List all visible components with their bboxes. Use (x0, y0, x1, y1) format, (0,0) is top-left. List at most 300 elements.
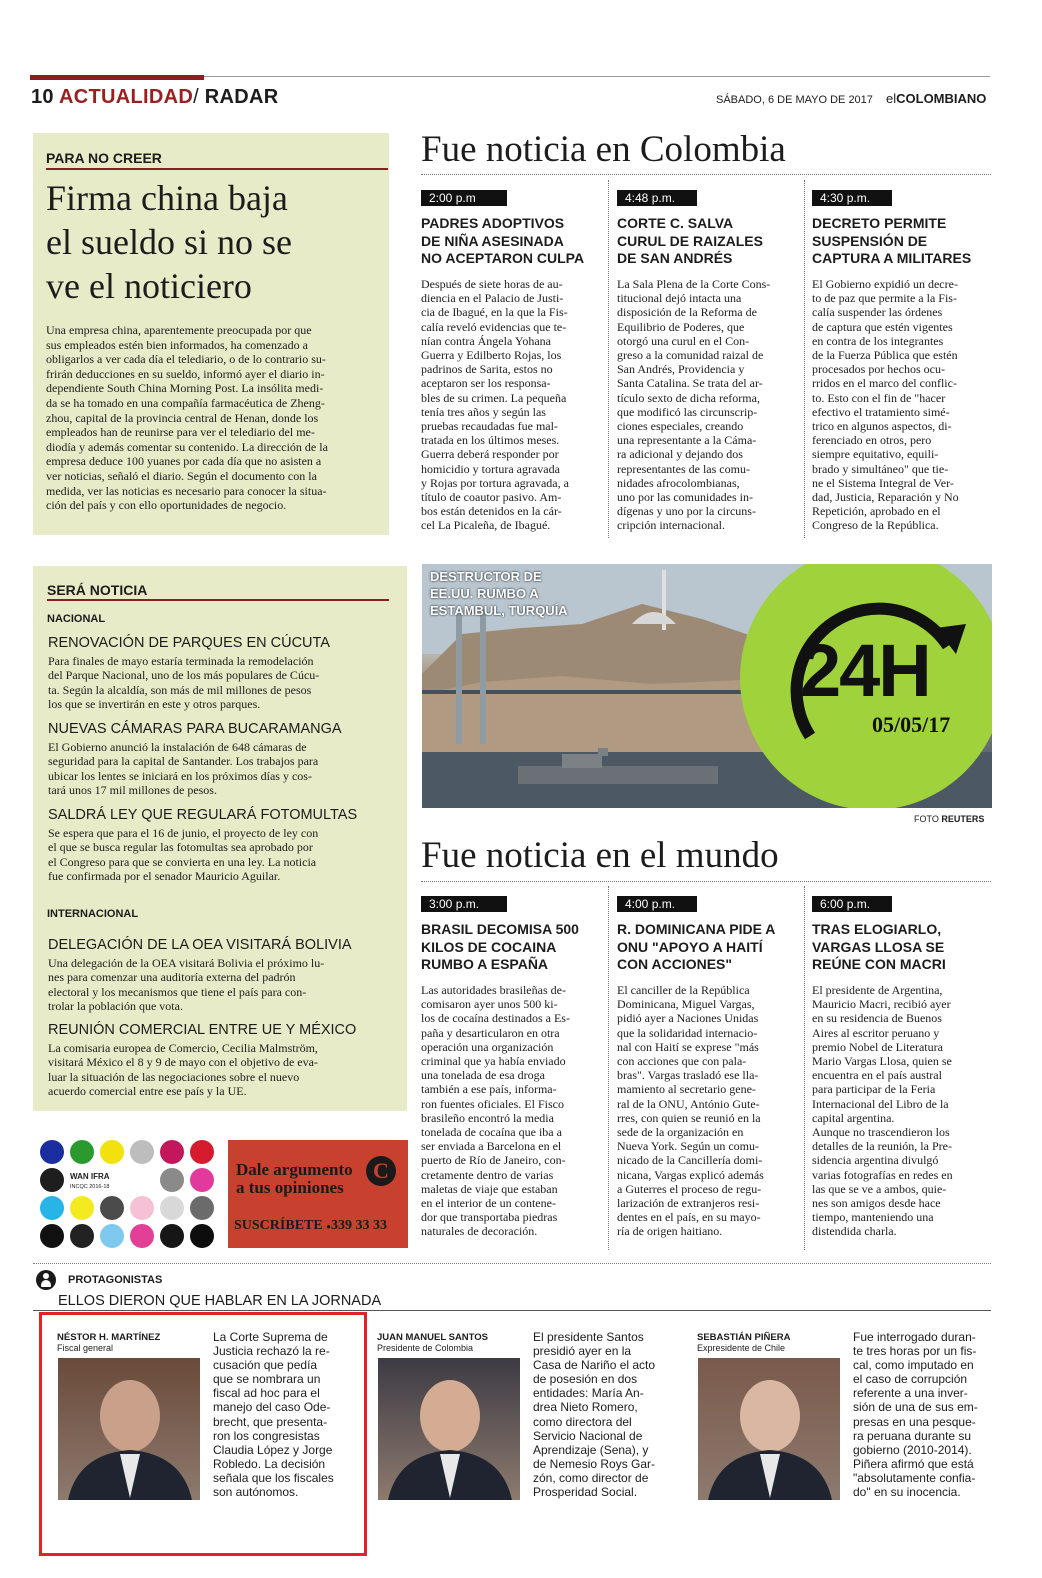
news-time-bar (812, 896, 892, 912)
body-line: cusación que pedía (213, 1358, 318, 1373)
body-line: electoral y los mecanismos que tiene el país para con- (48, 984, 307, 999)
body-line: diencia en el Palacio de Justi- (421, 291, 564, 306)
body-line: también a ese país, informa- (421, 1082, 557, 1097)
person-icon (36, 1270, 56, 1290)
body-line: procesados por hechos ocu- (812, 362, 945, 377)
mundo-title-rule (421, 881, 991, 883)
news-photo (422, 564, 992, 808)
body-line: calía suspender las órdenes (812, 305, 943, 320)
sera-noticia-item-body (48, 654, 319, 712)
internacional-label: INTERNACIONAL (47, 908, 139, 920)
header-accent-bar (30, 75, 204, 80)
news-body (421, 277, 603, 533)
body-line: Después de siete horas de au- (421, 277, 563, 291)
body-line: en contra de los integrantes (812, 333, 944, 348)
body-line: da se ha tomado en una compañía farmacéutica de Zheng- (46, 395, 325, 410)
credit-name: REUTERS (941, 814, 985, 824)
body-line: Aunque no trascendieron los (812, 1125, 950, 1140)
body-line: naturales de decoración. (421, 1224, 538, 1239)
headline-line: SUSPENSIÓN DE (812, 232, 928, 249)
headline-line: DE NIÑA ASESINADA (421, 232, 564, 249)
para-no-creer-title (46, 176, 386, 308)
body-line: otorgó una curul en el Con- (617, 333, 750, 348)
badge-text: 24H (800, 629, 930, 712)
body-line: dependiente South China Morning Post. La insólita medi- (46, 381, 324, 396)
colombia-title-rule (421, 174, 991, 176)
news-time-bar (421, 190, 507, 206)
body-line: para participar de la Feria (812, 1082, 936, 1097)
issue-date: SÁBADO, 6 DE MAYO DE 2017 (716, 94, 873, 106)
body-line: Equilibrio de Poderes, que (617, 319, 745, 334)
body-line: de la Fuerza Pública que estén (812, 348, 958, 363)
color-dot (130, 1196, 154, 1220)
news-time-bar (617, 190, 697, 206)
24h-badge (740, 564, 992, 808)
body-line: ubicar los lentes se iniciará en los próximos días y cos- (48, 768, 312, 783)
body-line: ser enviada a Barcelona en el (421, 1139, 562, 1154)
sera-noticia-item-title: RENOVACIÓN DE PARQUES EN CÚCUTA (48, 635, 330, 651)
body-line: tículo sexto de dicha reforma, (617, 390, 760, 405)
body-line: con acciones que con pala- (617, 1054, 747, 1069)
body-line: que modificó las circunscrip- (617, 404, 758, 419)
sera-noticia-item-body (48, 956, 324, 1014)
sera-noticia-item-title: REUNIÓN COMERCIAL ENTRE UE Y MÉXICO (48, 1022, 357, 1038)
body-line: tiempo, manteniendo una (812, 1210, 934, 1225)
title-line: el sueldo si no se (46, 222, 292, 262)
body-line: Piñera afirmó que está (853, 1456, 974, 1471)
body-line: de posesión en dos (533, 1372, 638, 1387)
section-separator: / (193, 86, 199, 108)
body-line: visitará México el 8 y 9 de mayo con el objetivo de eva- (48, 1055, 318, 1070)
body-line: fiscal ad hoc para el (213, 1386, 320, 1401)
body-line: brecht, que presenta- (213, 1414, 328, 1429)
color-dot (40, 1196, 64, 1220)
headline-line: ONU "APOYO A HAITÍ (617, 938, 763, 955)
color-dot (160, 1140, 184, 1164)
sera-noticia-item-body (48, 826, 318, 884)
body-line: dor que transportaba piedras (421, 1210, 558, 1225)
body-line: tratada en los últimos meses. (421, 433, 560, 448)
body-line: Dominicana, Miguel Vargas, (617, 997, 755, 1012)
body-line: nicana, Vargas explicó además (617, 1167, 764, 1182)
protagonist-text (533, 1330, 683, 1499)
body-line: título de coautor pasivo. Am- (421, 490, 562, 505)
news-body (421, 983, 603, 1239)
protagonist-photo (378, 1358, 520, 1500)
body-line: "absolutamente confia- (853, 1470, 976, 1485)
body-line: dentes en el país, en su mayo- (617, 1210, 761, 1225)
photo-caption (430, 568, 568, 619)
body-line: trico en algunos aspectos, di- (812, 419, 952, 434)
color-dot (100, 1224, 124, 1248)
credit-prefix: FOTO (914, 814, 939, 824)
body-line: zón, como director de (533, 1470, 649, 1485)
caption-line: ESTAMBUL, TURQUÍA (430, 603, 568, 618)
body-line: cal, como imputado en (853, 1358, 974, 1373)
body-line: ron los congresistas (213, 1428, 320, 1443)
headline-line: CON ACCIONES" (617, 956, 733, 972)
caption-line: EE.UU. RUMBO A (430, 586, 539, 601)
body-line: calía reveló evidencias que te- (421, 319, 567, 334)
body-line: ron fuentes oficiales. El Fisco (421, 1096, 564, 1111)
body-line: tenía tres años y según las (421, 404, 546, 419)
body-line: encuentra en el país austral (812, 1068, 942, 1083)
body-line: premio Nobel de Literatura (812, 1039, 943, 1054)
body-line: en su residencia de Buenos (812, 1011, 942, 1026)
nacional-label: NACIONAL (47, 613, 106, 625)
body-line: bles de su crimen. La pequeña (421, 390, 567, 405)
news-time: 4:30 p.m. (820, 191, 871, 205)
body-line: tonelada de cocaína que iba a (421, 1125, 562, 1140)
color-dot (160, 1168, 184, 1192)
protagonistas-subtitle: ELLOS DIERON QUE HABLAR EN LA JORNADA (58, 1293, 382, 1309)
body-line: detalles de la reunión, la Pre- (812, 1139, 952, 1154)
title-line: ve el noticiero (46, 266, 252, 306)
body-line: del Parque Nacional, uno de los más populares de Cúcu- (48, 668, 320, 683)
body-line: efectivo el tratamiento simé- (812, 404, 950, 419)
body-line: manejo del caso Ode- (213, 1400, 331, 1415)
body-line: Fue interrogado duran- (853, 1330, 976, 1344)
para-no-creer-rule (46, 168, 388, 170)
body-line: empresa deduce 100 yuanes por cada día que no asisten a (46, 454, 322, 469)
news-body (617, 277, 799, 533)
body-line: en el interior de un contene- (421, 1196, 556, 1211)
body-line: varias fotografías en redes en (812, 1167, 953, 1182)
body-line: son autónomos. (213, 1485, 299, 1500)
body-line: señala que los fiscales (213, 1470, 334, 1485)
body-line: Las autoridades brasileñas de- (421, 983, 566, 997)
body-line: sus empleados estén bien informados, ha comenzado a (46, 337, 308, 352)
body-line: las que se ve a ambos, quie- (812, 1181, 947, 1196)
news-body (812, 983, 994, 1239)
body-line: maletas de viaje que estaban (421, 1181, 558, 1196)
mundo-section-title: Fue noticia en el mundo (421, 835, 779, 876)
protagonistas-kicker: PROTAGONISTAS (68, 1274, 163, 1286)
body-line: presas en una pesque- (853, 1414, 976, 1429)
body-line: El Gobierno anunció la instalación de 648 cámaras de (48, 740, 307, 754)
body-line: El Gobierno expidió un decre- (812, 277, 958, 291)
body-line: sión de una de sus em- (853, 1400, 978, 1415)
subsection-name: RADAR (204, 86, 279, 108)
body-line: fue confirmada por el senador Mauricio Aguilar. (48, 869, 281, 884)
body-line: ver noticias, señaló el diario. Según el documento con la (46, 468, 317, 483)
title-line: Firma china baja (46, 178, 288, 218)
protagonistas-rule (33, 1310, 991, 1311)
body-line: luar la situación de las negociaciones sobre el nuevo (48, 1069, 300, 1084)
headline-line: R. DOMINICANA PIDE A (617, 921, 776, 937)
protagonist-name: NÉSTOR H. MARTÍNEZ (57, 1332, 161, 1343)
body-line: tará unos 17 mil millones de pesos. (48, 783, 217, 798)
news-time: 2:00 p.m (429, 191, 476, 205)
body-line: padrinos de Sarita, estos no (421, 362, 553, 377)
body-line: ta. Según la alcaldía, son más de mil millones de pesos (48, 682, 312, 697)
headline-line: BRASIL DECOMISA 500 (421, 921, 579, 937)
body-line: gobierno (2010-2014). (853, 1442, 972, 1457)
body-line: titucional dejó intacta una (617, 291, 742, 306)
sera-noticia-item-body (48, 740, 318, 798)
color-dot (100, 1196, 124, 1220)
headline-line: RUMBO A ESPAÑA (421, 956, 549, 972)
ad-logo-icon (366, 1156, 396, 1186)
color-dot (40, 1140, 64, 1164)
headline-line: PADRES ADOPTIVOS (421, 215, 565, 231)
body-line: nicado de la Cancillería domi- (617, 1153, 763, 1168)
body-line: comisaron ayer unos 500 ki- (421, 997, 558, 1012)
body-line: disposición de la Reforma de (617, 305, 757, 320)
news-headline (812, 215, 1002, 268)
body-line: los de cocaína destinados a Es- (421, 1011, 570, 1026)
sera-noticia-item-title: SALDRÁ LEY QUE REGULARÁ FOTOMULTAS (48, 807, 358, 823)
ad-logo-letter: C (373, 1158, 389, 1183)
body-line: de captura que estén vigentes (812, 319, 953, 334)
body-line: Se espera que para el 16 de junio, el proyecto de ley con (48, 826, 319, 840)
headline-line: KILOS DE COCAINA (421, 938, 557, 955)
logo-name: COLOMBIANO (896, 91, 987, 106)
body-line: y Rojas por tortura agravada, a (421, 475, 569, 490)
body-line: empleados han de reunirse para ver el telediario del me- (46, 425, 315, 440)
body-line: Aprendizaje (Sena), y (533, 1442, 649, 1457)
page-number: 10 (31, 86, 54, 108)
body-line: ra peruana durante su (853, 1428, 972, 1443)
body-line: San Andrés, Providencia y (617, 362, 745, 377)
ad-line-1: Dale argumento (236, 1160, 353, 1179)
colombia-section-title: Fue noticia en Colombia (421, 129, 786, 170)
body-line: Santa Catalina. Se trata del ar- (617, 376, 763, 391)
color-dot (100, 1140, 124, 1164)
ad-line-2: a tus opiniones (236, 1178, 344, 1197)
body-line: capital argentina. (812, 1110, 895, 1125)
body-line: el que se busca regular las fotomultas sea aprobado por (48, 840, 313, 855)
body-line: drea Nieto Romero, (533, 1400, 638, 1415)
body-line: Mauricio Macri, recibió ayer (812, 997, 951, 1012)
color-dot (70, 1224, 94, 1248)
body-line: Una delegación de la OEA visitará Bolivia el próximo lu- (48, 956, 325, 970)
body-line: el Congreso para que se convierta en una ley. La noticia (48, 854, 317, 869)
color-dot (160, 1224, 184, 1248)
badge-date: 05/05/17 (872, 712, 951, 737)
body-line: cripción internacional. (617, 518, 725, 533)
body-line: uno por las comunidades in- (617, 490, 753, 505)
body-line: frirán deducciones en su sueldo, informó ayer el diario in- (46, 366, 325, 381)
body-line: cia de Ibagué, en la que la Fis- (421, 305, 568, 320)
color-dot (70, 1196, 94, 1220)
protagonist-text (853, 1330, 1003, 1499)
photo-credit (914, 814, 984, 824)
body-line: distendida charla. (812, 1224, 897, 1239)
headline-line: DE SAN ANDRÉS (617, 250, 733, 266)
news-time: 6:00 p.m. (820, 897, 871, 911)
body-line: los que se invertirán en este y otros parques. (48, 697, 261, 712)
body-line: dad, Justicia, Reparación y No (812, 490, 959, 505)
news-time: 4:00 p.m. (625, 897, 676, 911)
body-line: Claudia López y Jorge (213, 1442, 333, 1457)
body-line: El presidente de Argentina, (812, 983, 943, 997)
body-line: to. Esto con el fin de "hacer (812, 390, 946, 405)
body-line: bos están detenidos en la cár- (421, 504, 562, 519)
body-line: Servicio Nacional de (533, 1428, 643, 1443)
body-line: trolar la población que vota. (48, 999, 183, 1014)
body-line: pidió ayer a Naciones Unidas (617, 1011, 759, 1026)
protagonist-photo (698, 1358, 840, 1500)
body-line: a Guterres el proceso de regu- (617, 1181, 762, 1196)
body-line: La comisaria europea de Comercio, Cecilia Malmström, (48, 1041, 318, 1055)
body-line: larización de extranjeros resi- (617, 1196, 760, 1211)
logo-prefix: el (886, 91, 897, 106)
body-line: zhou, capital de la provincia central de Henan, donde los (46, 410, 319, 425)
body-line: siempre equitativo, equili- (812, 447, 939, 462)
body-line: dígenas y uno por la circuns- (617, 504, 756, 519)
body-line: Guerra deberá responder por (421, 447, 559, 462)
color-dot (190, 1196, 214, 1220)
body-line: brado y simultáneo" que tie- (812, 461, 949, 476)
body-line: presidió ayer en la (533, 1344, 632, 1359)
body-line: sede de la organización en (617, 1125, 744, 1140)
body-line: entidades: María An- (533, 1386, 644, 1401)
body-line: aceptaron ser los responsa- (421, 376, 551, 391)
headline-line: NO ACEPTARON CULPA (421, 250, 585, 266)
body-line: El canciller de la República (617, 983, 750, 997)
body-line: ne el Sistema Integral de Ver- (812, 475, 954, 490)
body-line: nían contra Ángela Yohana (421, 333, 551, 348)
body-line: Mario Vargas Llosa, quien se (812, 1054, 952, 1069)
headline-line: CURUL DE RAIZALES (617, 232, 763, 249)
protagonist-role: Presidente de Colombia (377, 1343, 474, 1353)
color-dot (40, 1224, 64, 1248)
headline-line: CORTE C. SALVA (617, 215, 734, 231)
para-no-creer-kicker: PARA NO CREER (46, 150, 162, 166)
color-dot (130, 1140, 154, 1164)
body-line: homicidio y tortura agravada (421, 461, 560, 476)
body-line: sidencia argentina divulgó (812, 1153, 939, 1168)
wan-ifra-label: WAN IFRA (70, 1172, 110, 1181)
body-line: criminal que ya había enviado (421, 1054, 566, 1069)
body-line: pruebas recaudadas fue mal- (421, 419, 558, 434)
print-color-test-strip (40, 1140, 210, 1250)
news-headline (812, 921, 1002, 974)
newspaper-logo (886, 91, 986, 106)
protagonist-text (213, 1330, 363, 1499)
news-time-bar (421, 896, 507, 912)
body-line: obligarlos a ver cada día el telediario, o de lo contrario su- (46, 352, 326, 367)
protagonist-name: SEBASTIÁN PIÑERA (697, 1332, 791, 1343)
body-line: Congreso de la República. (812, 518, 939, 533)
body-line: do" en su inocencia. (853, 1485, 961, 1500)
body-line: ría de origen haitiano. (617, 1224, 723, 1239)
color-dot (190, 1140, 214, 1164)
ad-phone: 339 33 33 (331, 1218, 388, 1233)
color-dot (40, 1168, 64, 1192)
body-line: bras". Vargas trasladó ese lla- (617, 1068, 759, 1083)
news-time: 3:00 p.m. (429, 897, 480, 911)
body-line: Guerra y Edilberto Rojas, los (421, 348, 562, 363)
ad-cta: SUSCRÍBETE ●339 33 33 (234, 1218, 388, 1233)
body-line: nal con Haití se exprese "más (617, 1039, 759, 1054)
body-line: Casa de Nariño el acto (533, 1358, 656, 1373)
sera-noticia-kicker: SERÁ NOTICIA (47, 582, 148, 598)
page-header-left (31, 86, 279, 109)
sera-noticia-rule (47, 599, 389, 601)
body-line: paña y desarticularon en otra (421, 1025, 560, 1040)
body-line: Robledo. La decisión (213, 1456, 326, 1471)
news-headline (421, 215, 611, 268)
protagonistas-top-rule (33, 1263, 991, 1265)
news-time-bar (812, 190, 892, 206)
body-line: greso a la comunidad raizal de (617, 348, 764, 363)
body-line: brasileño encontró la media (421, 1110, 554, 1125)
body-line: Prosperidad Social. (533, 1485, 638, 1500)
wan-ifra-sub: INCQC 2016-18 (70, 1184, 110, 1190)
body-line: Repetición, aprobado en el (812, 504, 941, 519)
protagonist-photo (58, 1358, 200, 1500)
body-line: una tonelada de esa droga (421, 1068, 545, 1083)
body-line: una representante a la Cáma- (617, 433, 757, 448)
body-line: Justicia rechazó la re- (213, 1344, 330, 1359)
news-body (617, 983, 799, 1239)
body-line: el caso de corrupción (853, 1372, 968, 1387)
body-line: Una empresa china, aparentemente preocupada por que (46, 323, 312, 337)
news-headline (617, 921, 807, 974)
news-time-bar (617, 896, 697, 912)
para-no-creer-body (46, 323, 390, 513)
body-line: ciones especiales, creando (617, 419, 744, 434)
color-dot (130, 1224, 154, 1248)
body-line: como directora del (533, 1414, 632, 1429)
color-dot (190, 1224, 214, 1248)
protagonist-name: JUAN MANUEL SANTOS (377, 1332, 489, 1343)
body-line: cel La Picaleña, de Ibagué. (421, 518, 551, 533)
caption-line: DESTRUCTOR DE (430, 569, 542, 584)
color-dot (160, 1196, 184, 1220)
body-line: medida, ver las noticias es necesario para conocer la situa- (46, 483, 327, 498)
body-line: cretamente dentro de varias (421, 1167, 554, 1182)
body-line: nidades afrocolombianas, (617, 475, 740, 490)
body-line: ferenciado en otros, pero (812, 433, 932, 448)
body-line: seguridad para la capital de Santander. Los trabajos para (48, 754, 319, 769)
news-headline (421, 921, 611, 974)
sera-noticia-item-title: NUEVAS CÁMARAS PARA BUCARAMANGA (48, 721, 342, 737)
body-line: representantes de las comu- (617, 461, 750, 476)
headline-line: DECRETO PERMITE (812, 215, 947, 231)
headline-line: TRAS ELOGIARLO, (812, 921, 942, 937)
body-line: acuerdo comercial entre ese país y la UE. (48, 1084, 247, 1099)
body-line: operación una organización (421, 1039, 554, 1054)
ad-cta-label: SUSCRÍBETE (234, 1218, 323, 1233)
body-line: ral de la ONU, António Gute- (617, 1096, 760, 1111)
body-line: Nueva York. Según un comu- (617, 1139, 759, 1154)
protagonist-role: Expresidente de Chile (697, 1343, 786, 1353)
news-headline (617, 215, 807, 268)
body-line: que la solidaridad internacio- (617, 1025, 758, 1040)
body-line: te tres horas por un fis- (853, 1344, 977, 1359)
body-line: mamiento al secretario gene- (617, 1082, 756, 1097)
body-line: ra adicional y dejando dos (617, 447, 743, 462)
section-name: ACTUALIDAD (58, 86, 194, 108)
headline-line: VARGAS LLOSA SE (812, 938, 945, 955)
body-line: nes para comenzar una auditoría externa del padrón (48, 970, 296, 985)
body-line: referente a una inver- (853, 1386, 968, 1401)
body-line: La Sala Plena de la Corte Cons- (617, 277, 771, 291)
color-dot (70, 1140, 94, 1164)
body-line: Internacional del Libro de la (812, 1096, 949, 1111)
body-line: rridos en el marco del conflic- (812, 376, 957, 391)
body-line: que se nombrara un (213, 1372, 321, 1387)
body-line: Para finales de mayo estaría terminada la remodelación (48, 654, 314, 668)
body-line: nes son amigos desde hace (812, 1196, 941, 1211)
body-line: La Corte Suprema de (213, 1330, 328, 1344)
headline-line: REÚNE CON MACRI (812, 956, 946, 972)
subscription-ad[interactable] (228, 1140, 408, 1248)
sera-noticia-item-body (48, 1041, 318, 1099)
